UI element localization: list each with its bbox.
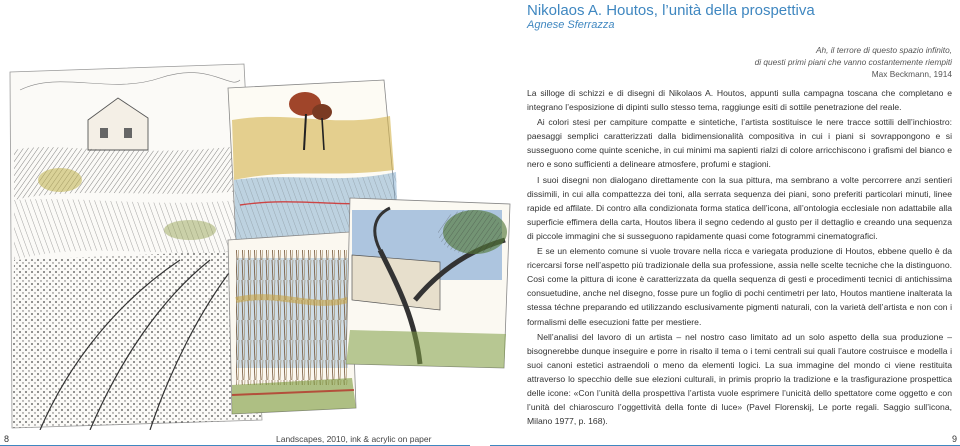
- page-number-left: 8: [4, 434, 10, 444]
- sketch-garden: [10, 64, 262, 430]
- article-body: [527, 86, 952, 429]
- epigraph-line: di questi primi piani che vanno costantemente riempiti: [754, 57, 952, 67]
- paragraph: La silloge di schizzi e di disegni di Nikolaos A. Houtos, appunti sulla campagna toscana che completano e integrano l’esposizione di dipinti sullo stesso tema, raggiunge esiti di sottile penetrazione del reale.: [527, 88, 952, 113]
- paragraph: E se un elemento comune si vuole trovare nella ricca e variegata produzione di Houtos, ebbene quello è da ricercarsi forse nell’aspetto più tradizionale della sua professione, assia nelle scelte tecniche che la distinguono. Così come la pittura di icone è caratterizzata da quella sequenza di gesti e procedimenti tecnici di antichissima consuetudine, anche nel disegno, fosse pure un foglio di pochi centimetri per lato, Houtos mantiene inalterata la stessa téchne preparando ed utilizzando esclusivamente pigmenti naturali, con la varietà dell’artista e non con i formalismi delle esecuzioni fatte per mestiere.: [527, 246, 952, 327]
- article-author: Agnese Sferrazza: [527, 19, 615, 31]
- paragraph: I suoi disegni non dialogano direttamente con la sua pittura, ma sembrano a volte percorrere anzi sentieri dissimili, in cui alla compattezza dei toni, alla serrata sequenza dei piani, sono preferiti particolari minuti, linee rapide ed affilate. Di contro alla condizionata forma statica dell’icona, all’ontologia ecclesiale non adattabile alla superficie effimera della carta, Houtos libera il segno cedendo al gusto per il dettaglio e creando una sequenza di piccole immagini che si susseguono rapidamente quasi come fotogrammi cinematografici.: [527, 174, 952, 241]
- page-number-right: 9: [951, 434, 957, 444]
- paragraph: Nell’analisi del lavoro di un artista – nel nostro caso limitato ad un solo aspetto della sua produzione – bisognerebbe dunque inseguire e porre in risalto il tema o i temi centrali sui quali l’autore costruisce e modella i suoi canoni estetici astraendoli o meno da elementi logici. La sua immagine del mondo ci viene restituita attraverso lo specchio delle sue elezioni culturali, in primis proprio la tradizione e la trasfigurazione prospettica delle icone: «Con l’unità della prospettiva l’artista vuole esprimere l’unicità dello spettatore come oggetto e con l’unità del chiaroscuro l’oggettività della fonte di luce» (Pavel Florenskij, Le porte regali. Saggio sull’icona, Milano 1977, p. 168).: [527, 331, 952, 427]
- sketch-tree-wall: [346, 198, 510, 368]
- epigraph-attribution: Max Beckmann, 1914: [871, 69, 952, 79]
- image-caption: Landscapes, 2010, ink & acrylic on paper: [276, 434, 432, 444]
- epigraph: [755, 44, 952, 80]
- sketch-reeds: [228, 232, 356, 414]
- article-title: Nikolaos A. Houtos, l’unità della prospettiva: [527, 2, 815, 19]
- paragraph: Ai colori stesi per campiture compatte e sintetiche, l’artista sostituisce le nere tracce sottili dell’inchiostro: paesaggi semplici caratterizzati dalla bidimensionalità compositiva in cui i piani si sovrappongono e si susseguono come quinte sceniche, in cui minimi ma sapienti rialzi di colore arricchiscono i grafismi del bianco e nero e sono sufficienti a delineare atmosfere, profumi e stagioni.: [527, 117, 952, 170]
- epigraph-line: Ah, il terrore di questo spazio infinito,: [815, 45, 952, 55]
